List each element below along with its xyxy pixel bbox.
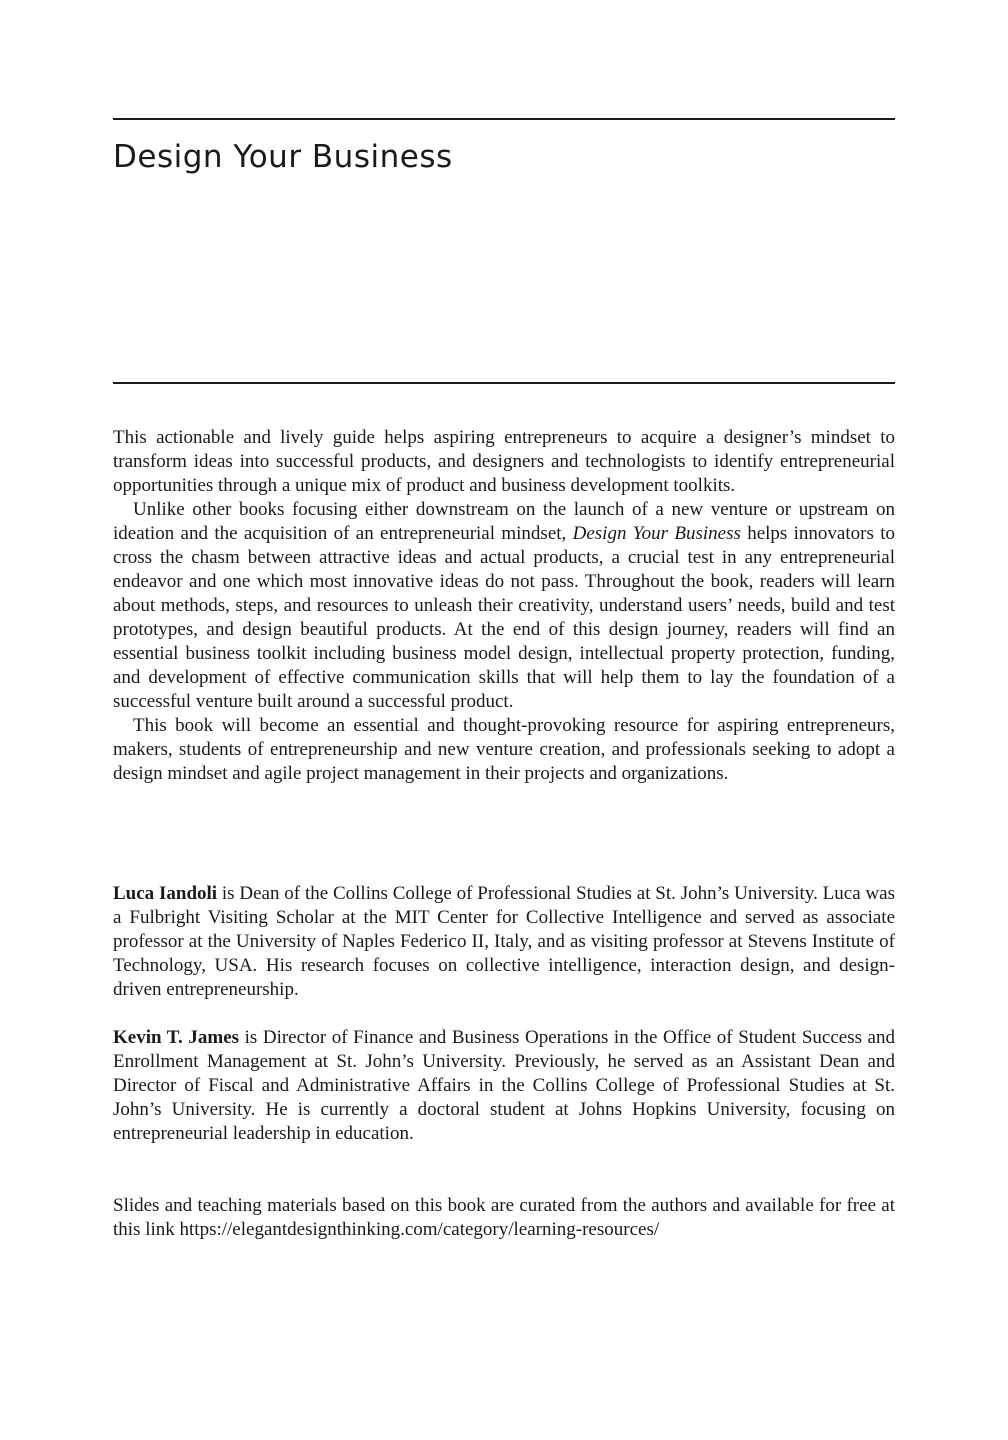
author-bio-1 [113,882,895,1002]
author-bio-paragraph [113,882,895,1002]
author-bio-paragraph [113,1026,895,1146]
book-title: Design Your Business [113,139,453,175]
description-paragraph-3: This book will become an essential and thought-provoking resource for aspiring entrepreneurs, makers, students of entrepreneurship and new venture creation, and professionals seeking to adopt a design mindset and agile project management in their projects and organizations. [113,715,895,784]
author-bio-text: is Dean of the Collins College of Professional Studies at St. John’s University. Luca was a Fulbright Visiting Scholar at the MIT Center for Collective Intelligence and served as associate professor at the University of Naples Federico II, Italy, and as visiting professor at Stevens Institute of Technology, USA. His research focuses on collective intelligence, interaction design, and design-driven entrepreneurship. [113,883,895,1000]
book-title-italic: Design Your Business [572,523,741,544]
teaching-materials-note [113,1194,895,1242]
top-divider [113,118,895,120]
book-description [113,426,895,786]
author-bio-2 [113,1026,895,1146]
description-p2-lead: Unlike other books focusing either downstream on the launch of a new venture or upstream on ideation and the acquisition of an entrepreneurial mindset, [113,499,895,544]
author-name: Kevin T. James [113,1027,240,1048]
description-paragraph-1: This actionable and lively guide helps aspiring entrepreneurs to acquire a designer’s mindset to transform ideas into successful products, and designers and technologists to identify entrepreneurial opportunities through a unique mix of product and business development toolkits. [113,427,895,496]
bottom-divider [113,382,895,384]
description-paragraph-2 [113,498,895,714]
slides-note-text: Slides and teaching materials based on this book are curated from the authors and available for free at this link https://elegantdesignthinking.com/category/learning-resources/ [113,1195,895,1240]
author-name: Luca Iandoli [113,883,218,904]
description-p2-rest: helps innovators to cross the chasm between attractive ideas and actual products, a crucial test in any entrepreneurial endeavor and one which most innovative ideas do not pass. Throughout the book, readers will learn about methods, steps, and resources to unleash their creativity, understand users’ needs, build and test prototypes, and design beautiful products. At the end of this design journey, readers will find an essential business toolkit including business model design, intellectual property protection, funding, and development of effective communication skills that will help them to lay the foundation of a successful venture built around a successful product. [113,523,895,712]
author-bio-text: is Director of Finance and Business Operations in the Office of Student Success and Enrollment Management at St. John’s University. Previously, he served as an Assistant Dean and Director of Fiscal and Administrative Affairs in the Collins College of Professional Studies at St. John’s University. He is currently a doctoral student at Johns Hopkins University, focusing on entrepreneurial leadership in education. [113,1027,895,1144]
